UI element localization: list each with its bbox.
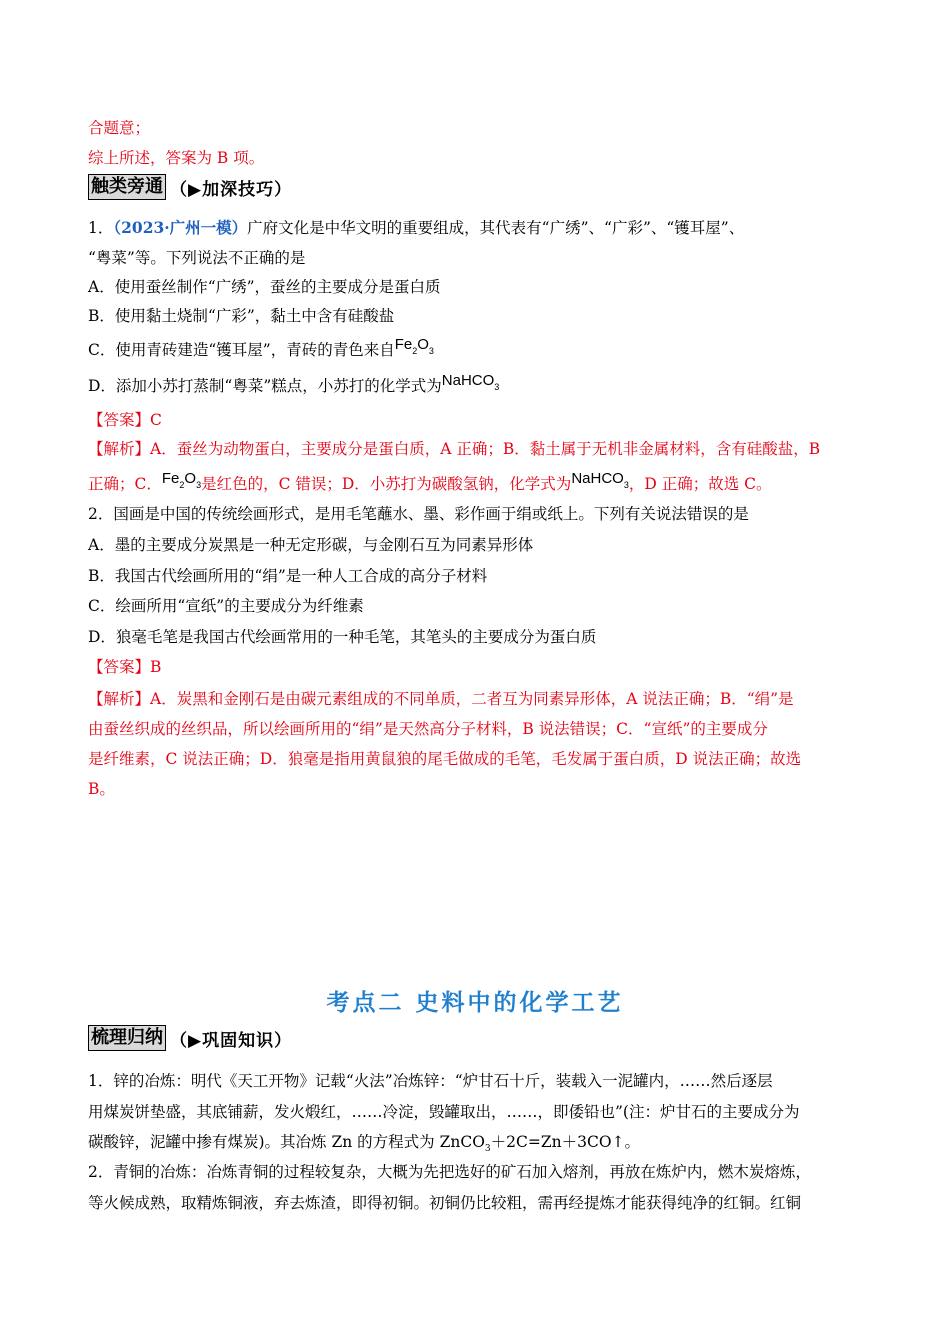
question-2-stem: 2．国画是中国的传统绘画形式，是用毛笔蘸水、墨、彩作画于绢或纸上。下列有关说法错误的是 xyxy=(88,505,749,523)
option-d xyxy=(88,372,500,398)
formula-part: Fe xyxy=(394,336,413,353)
formula-fe2o3 xyxy=(161,470,202,490)
question-stem: 广府文化是中华文明的重要组成，其代表有“广绣”、“广彩”、“镬耳屋”、 xyxy=(247,219,745,237)
formula-sub: 3 xyxy=(428,346,434,356)
paragraph-1-line1: 1．锌的冶炼：明代《天工开物》记载“火法”冶炼锌：“炉甘石十斤，装载入一泥罐内，……然后逐层 xyxy=(88,1072,773,1090)
question-1-stem-cont: “粤菜”等。下列说法不正确的是 xyxy=(88,249,306,267)
formula-part: Fe xyxy=(161,470,180,487)
paragraph-2-line2: 等火候成熟，取精炼铜液，弃去炼渣，即得初铜。初铜仍比较粗，需再经提炼才能获得纯净的红铜。红铜 xyxy=(88,1194,802,1212)
question-1-stem xyxy=(88,218,744,238)
option-a: A．墨的主要成分炭黑是一种无定形碳，与金刚石互为同素异形体 xyxy=(88,536,534,554)
paragraph-1-line3 xyxy=(88,1132,640,1155)
header-box-label: 触类旁通 xyxy=(88,174,166,200)
formula-nahco3 xyxy=(571,470,629,490)
option-d-text: D．添加小苏打蒸制“粤菜”糕点，小苏打的化学式为 xyxy=(88,377,442,395)
paragraph-2-line1: 2．青铜的冶炼：冶炼青铜的过程较复杂，大概为先把选好的矿石加入熔剂，再放在炼炉内，燃木炭熔炼， xyxy=(88,1163,811,1181)
formula-sub: 3 xyxy=(196,480,202,490)
explanation-2-line2: 由蚕丝织成的丝织品，所以绘画所用的“绢”是天然高分子材料，B 说法错误；C．“宣纸”的主要成分 xyxy=(88,720,768,738)
formula-fe2o3 xyxy=(394,336,434,356)
paragraph-1-line2: 用煤炭饼垫盛，其底铺薪，发火煅红，……冷淀，毁罐取出，……，即倭铅也”(注：炉甘石的主要成分为 xyxy=(88,1103,800,1121)
option-b: B．使用黏土烧制“广彩”，黏土中含有硅酸盐 xyxy=(88,307,395,325)
paragraph-text: ＋2C=Zn＋3CO↑。 xyxy=(490,1133,641,1151)
option-a: A．使用蚕丝制作“广绣”，蚕丝的主要成分是蛋白质 xyxy=(88,278,441,296)
paragraph-text: 碳酸锌，泥罐中掺有煤炭)。其冶炼 Zn 的方程式为 ZnCO xyxy=(88,1133,485,1151)
header-tail-label: （▶巩固知识） xyxy=(170,1030,293,1051)
explanation-2-line3: 是纤维素，C 说法正确；D．狼毫是指用黄鼠狼的尾毛做成的毛笔，毛发属于蛋白质，D 说法正确；故选 xyxy=(88,750,802,768)
question-number: 1． xyxy=(88,219,114,237)
option-b: B．我国古代绘画所用的“绢”是一种人工合成的高分子材料 xyxy=(88,567,488,585)
formula-sub: 2 xyxy=(412,346,418,356)
option-c: C．绘画所用“宣纸”的主要成分为纤维素 xyxy=(88,597,364,615)
formula-part: NaHCO xyxy=(441,372,495,389)
explanation-2-line4: B。 xyxy=(88,780,115,798)
formula-sub: 2 xyxy=(179,480,185,490)
explanation-1-line2 xyxy=(88,470,772,496)
text-line: 综上所述，答案为 B 项。 xyxy=(88,149,265,167)
explanation-1-line1: 【解析】A．蚕丝为动物蛋白，主要成分是蛋白质，A 正确；B．黏土属于无机非金属材料，含有硅酸盐，B xyxy=(88,440,821,458)
section-title: 考点二 史料中的化学工艺 xyxy=(326,990,624,1016)
explanation-2-line1: 【解析】A．炭黑和金刚石是由碳元素组成的不同单质，二者互为同素异形体，A 说法正确；B．“绢”是 xyxy=(88,690,794,708)
option-d: D．狼毫毛笔是我国古代绘画常用的一种毛笔，其笔头的主要成分为蛋白质 xyxy=(88,628,597,646)
question-source: （2023·广州一模） xyxy=(113,218,248,237)
formula-sub: 3 xyxy=(484,1144,491,1154)
formula-nahco3 xyxy=(441,372,500,392)
formula-part: O xyxy=(417,336,429,353)
formula-part: O xyxy=(184,470,197,487)
header-box-label: 梳理归纳 xyxy=(88,1025,166,1051)
option-c-text: C．使用青砖建造“镬耳屋”，青砖的青色来自 xyxy=(88,341,395,359)
formula-sub: 3 xyxy=(494,382,500,392)
explanation-text: 是红色的，C 错误；D．小苏打为碳酸氢钠，化学式为 xyxy=(201,475,572,493)
explanation-text: 正确；C． xyxy=(88,475,162,493)
explanation-text: ，D 正确；故选 C。 xyxy=(628,475,772,493)
answer-2: 【答案】B xyxy=(88,658,162,676)
text-line: 合题意； xyxy=(88,119,151,137)
answer-1: 【答案】C xyxy=(88,411,162,429)
formula-part: NaHCO xyxy=(571,470,624,487)
section-header-summary xyxy=(88,1025,292,1051)
header-tail-label: （▶加深技巧） xyxy=(170,179,293,200)
section-header-tips xyxy=(88,174,292,200)
formula-sub: 3 xyxy=(623,480,629,490)
option-c xyxy=(88,336,434,362)
